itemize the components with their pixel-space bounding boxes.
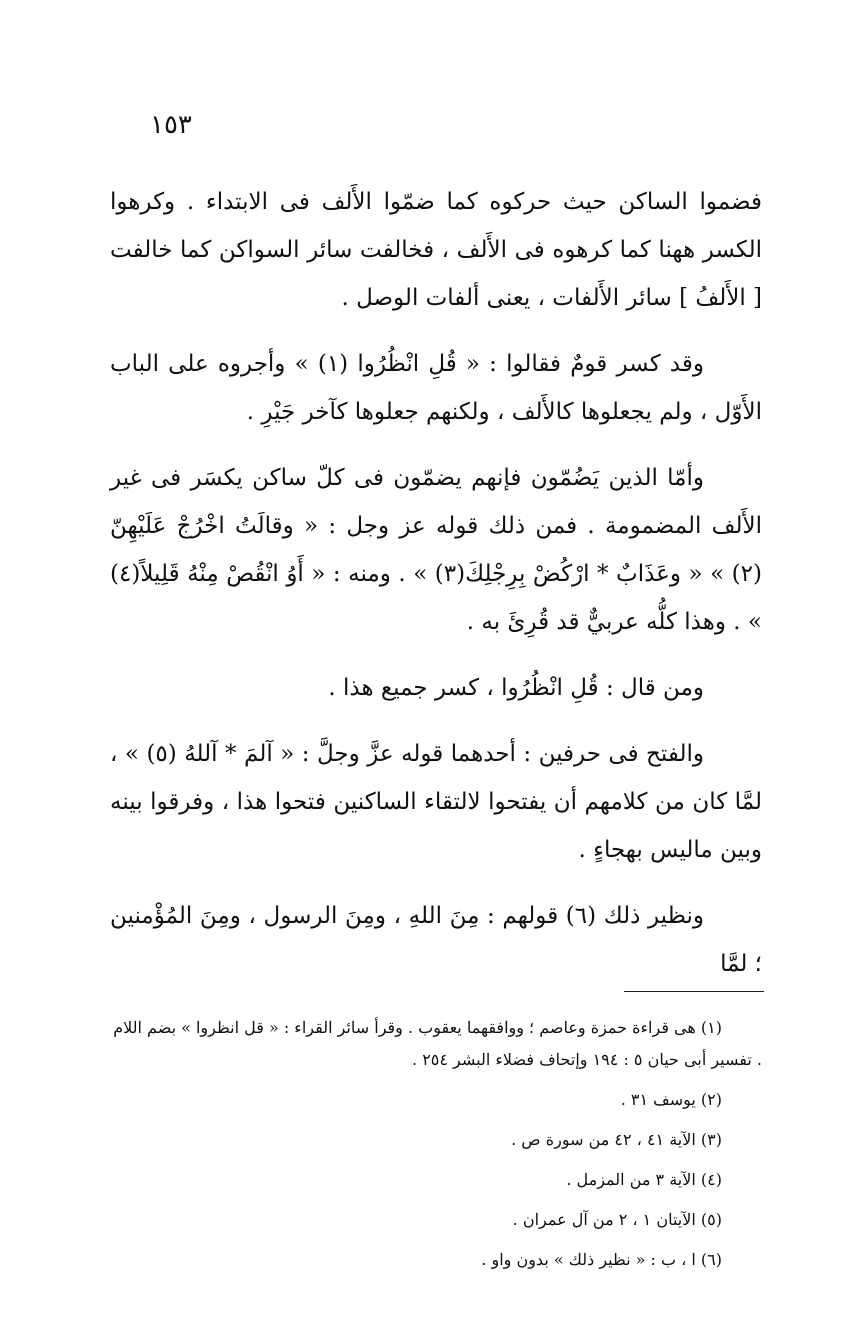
footnote: (٢) يوسف ٣١ . — [620, 1090, 722, 1109]
paragraph: والفتح فى حرفين : أحدهما قوله عزَّ وجلَّ : « آلمَ * آللهُ (٥) » ، لمَّا كان من كلامهم أن يفتحوا لالتقاء الساكنين فتحوا هذا ، وفرقوا بينه وبين ماليس بهجاءٍ . — [110, 741, 762, 863]
footnote: (١) هى قراءة حمزة وعاصم ؛ ووافقهما يعقوب . وقرأ سائر القراء : « قل انظروا » بضم اللام . تفسير أبى حيان ٥ : ١٩٤ وإتحاف فضلاء البشر ٢٥٤ . — [113, 1018, 762, 1069]
footnote: (٥) الآيتان ١ ، ٢ من آل عمران . — [512, 1210, 722, 1229]
footnotes — [110, 1012, 762, 1284]
footnote: (٦) ا ، ب : « نظير ذلك » بدون واو . — [481, 1250, 722, 1269]
main-text — [110, 178, 762, 1006]
paragraph: فضموا الساكن حيث حركوه كما ضمّوا الأَلف فى الابتداء . وكرهوا الكسر ههنا كما كرهوه فى الأَلف ، فخالفت سائر السواكن كما خالفت [ الأَلفُ ] سائر الأَلفات ، يعنى ألفات الوصل . — [110, 189, 762, 311]
paragraph: وقد كسر قومٌ فقالوا : « قُلِ انْظُرُوا (١) » وأجروه على الباب الأَوّل ، ولم يجعلوها كالأَلف ، ولكنهم جعلوها كآخر جَيْرِ . — [110, 351, 762, 425]
footnote: (٤) الآية ٣ من المزمل . — [566, 1170, 722, 1189]
paragraph: ونظير ذلك (٦) قولهم : مِنَ اللهِ ، ومِنَ الرسول ، ومِنَ المُؤْمنين ؛ لمَّا — [110, 903, 762, 977]
paragraph: ومن قال : قُلِ انْظُرُوا ، كسر جميع هذا . — [328, 675, 704, 701]
paragraph: وأمّا الذين يَضُمّون فإنهم يضمّون فى كلّ ساكن يكسَر فى غير الأَلف المضمومة . فمن ذلك قوله عز وجل : « وقالَتُ اخْرُجْ عَلَيْهِنّ (٢) » « وعَذَابٌ * ارْكُضْ بِرِجْلِكَ(٣) » . ومنه : « أَوُ انْقُصْ مِنْهُ قَلِيلاً(٤) » . وهذا كلُّه عربيٌّ قد قُرِئَ به . — [110, 465, 762, 635]
footnote: (٣) الآية ٤١ ، ٤٢ من سورة ص . — [511, 1130, 722, 1149]
footnote-divider — [624, 991, 764, 992]
page-number: ١٥٣ — [150, 110, 192, 140]
